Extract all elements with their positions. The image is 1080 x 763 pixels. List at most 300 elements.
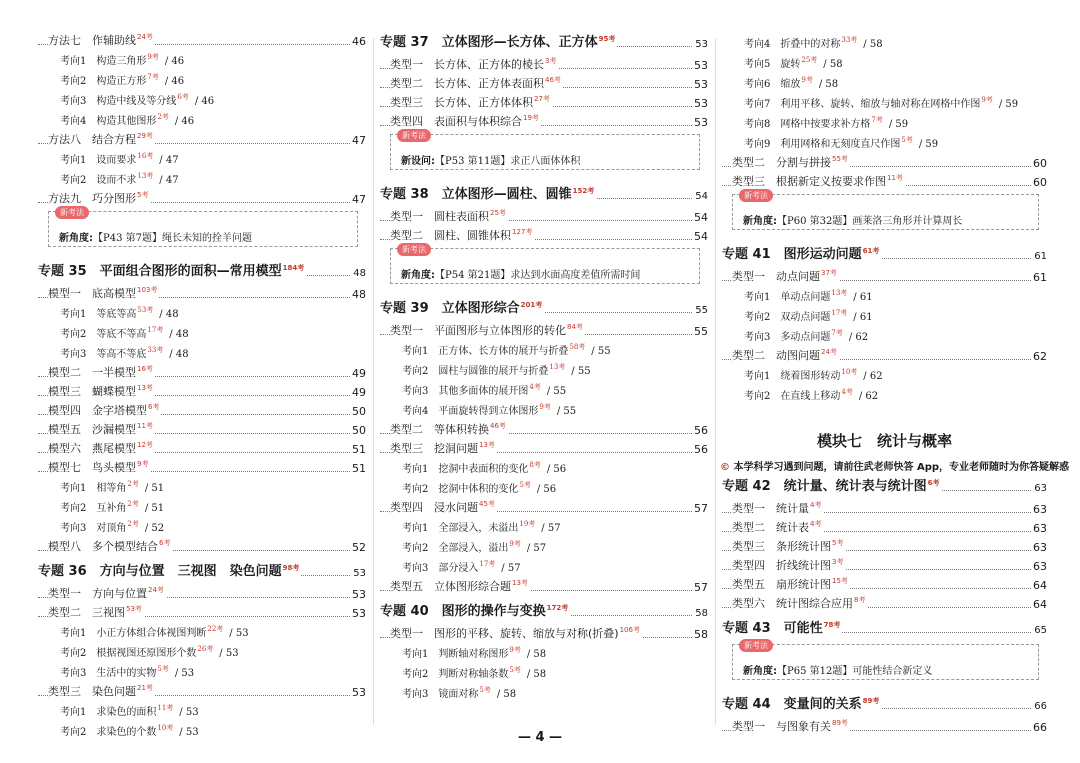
entry-title: 类型三 挖洞问题 (390, 442, 478, 455)
toc-type-entry[interactable] (722, 498, 1047, 518)
new-method-box (48, 208, 358, 247)
page-ref: 64 (1033, 598, 1047, 611)
exam-count: 6考 (927, 479, 940, 487)
toc-subentry[interactable] (38, 89, 366, 109)
page-ref: 52 (352, 541, 366, 554)
new-method-text (401, 152, 580, 167)
page-ref: / 53 (174, 668, 195, 679)
module-title: 模块七 统计与概率 (816, 432, 952, 450)
exam-count: 17考 (147, 326, 164, 334)
new-method-box (390, 245, 700, 284)
entry-title: 模型一 底高模型 (48, 287, 136, 300)
toc-type-entry[interactable] (380, 320, 708, 340)
toc-type-entry[interactable] (38, 536, 366, 556)
entry-title: 考向3 镜面对称 (402, 689, 479, 700)
exam-count: 89考 (832, 719, 848, 727)
toc-type-entry[interactable] (380, 438, 708, 458)
entry-title: 考向1 等底等高 (60, 309, 137, 320)
page-ref: 53 (352, 607, 366, 620)
page-ref: / 52 (144, 523, 165, 534)
toc-type-entry[interactable] (722, 517, 1047, 537)
page-ref: 53 (694, 97, 708, 110)
toc-subentry[interactable] (722, 325, 1047, 345)
toc-type-entry[interactable] (38, 30, 366, 50)
toc-subentry[interactable] (38, 49, 366, 69)
entry-title: 考向4 平面旋转得到立体图形 (402, 406, 539, 417)
page-ref: 64 (1033, 579, 1047, 592)
toc-type-entry[interactable] (38, 188, 366, 208)
page-ref: / 59 (918, 139, 939, 150)
toc-topic-entry[interactable] (380, 184, 708, 204)
toc-type-entry[interactable] (38, 602, 366, 622)
entry-title: 考向1 全部浸入，未溢出 (402, 523, 519, 534)
exam-count: 4考 (810, 501, 822, 509)
entry-title: 模型四 金字塔模型 (48, 404, 147, 417)
toc-subentry[interactable] (722, 305, 1047, 325)
exam-count: 9考 (147, 53, 159, 61)
exam-count: 19考 (519, 520, 536, 528)
toc-subentry[interactable] (722, 52, 1047, 72)
entry-title: 类型二 等体积转换 (390, 423, 489, 436)
toc-subentry[interactable] (722, 72, 1047, 92)
page-ref: 63 (1033, 522, 1047, 535)
page-ref: 54 (695, 191, 708, 202)
entry-title: 类型五 扇形统计图 (732, 578, 831, 591)
page-ref: / 55 (556, 406, 577, 417)
toc-topic-entry[interactable] (722, 476, 1047, 496)
toc-type-entry[interactable] (722, 345, 1047, 365)
page-ref: 50 (352, 424, 366, 437)
exam-count: 201考 (520, 301, 543, 309)
entry-title: 考向3 其他多面体的展开图 (402, 386, 529, 397)
page-ref: 63 (1034, 483, 1047, 494)
entry-title: 类型四 表面积与体积综合 (390, 115, 522, 128)
toc-subentry[interactable] (722, 112, 1047, 132)
exam-count: 7考 (871, 116, 883, 124)
toc-type-entry[interactable] (38, 400, 366, 420)
entry-title: 类型一 平面图形与立体图形的转化 (390, 324, 566, 337)
exam-count: 45考 (479, 500, 495, 508)
exam-count: 46考 (545, 76, 561, 84)
exam-count: 184考 (282, 264, 305, 272)
entry-title: 专题 40 图形的操作与变换 (380, 604, 546, 619)
page-ref: 51 (352, 462, 366, 475)
entry-title: 类型一 方向与位置 (48, 587, 147, 600)
toc-type-entry[interactable] (380, 497, 708, 517)
page-ref: 46 (352, 35, 366, 48)
toc-subentry[interactable] (722, 384, 1047, 404)
exam-count: 12考 (137, 441, 153, 449)
exam-count: 13考 (549, 363, 566, 371)
toc-subentry[interactable] (380, 379, 708, 399)
toc-subentry[interactable] (380, 477, 708, 497)
entry-title: 考向8 网格中按要求补方格 (744, 119, 871, 130)
exam-count: 13考 (831, 289, 848, 297)
toc-type-entry[interactable] (722, 555, 1047, 575)
exam-count: 2考 (127, 520, 139, 528)
exam-count: 5考 (901, 136, 913, 144)
page-ref: / 55 (571, 366, 591, 377)
page-ref: / 61 (853, 292, 873, 303)
exam-count: 2考 (127, 480, 139, 488)
exam-count: 24考 (821, 348, 837, 356)
page-ref: / 56 (536, 484, 557, 495)
exam-count: 2考 (127, 500, 139, 508)
toc-subentry[interactable] (380, 359, 708, 379)
entry-title: 考向3 部分浸入 (402, 563, 479, 574)
toc-subentry[interactable] (380, 662, 708, 682)
exam-count: 5考 (832, 539, 844, 547)
toc-type-entry[interactable] (722, 593, 1047, 613)
page-ref: / 59 (998, 99, 1019, 110)
exam-count: 5考 (509, 666, 521, 674)
exam-count: 9考 (539, 403, 551, 411)
page-ref: 61 (1033, 271, 1047, 284)
toc-subentry[interactable] (38, 661, 366, 681)
toc-topic-entry[interactable] (38, 561, 366, 581)
help-notice (720, 458, 1069, 473)
toc-type-entry[interactable] (380, 576, 708, 596)
page-ref: / 48 (159, 309, 179, 320)
exam-count: 33考 (841, 36, 858, 44)
entry-title: 专题 35 平面组合图形的面积—常用模型 (38, 264, 282, 279)
page-ref: / 58 (818, 79, 839, 90)
entry-title: 考向2 根据视图还原图形个数 (60, 648, 197, 659)
exam-count: 152考 (572, 187, 595, 195)
page-ref: / 47 (159, 155, 179, 166)
page-ref: 62 (1033, 350, 1047, 363)
exam-count: 5考 (479, 686, 491, 694)
entry-title: 方法九 巧分图形 (48, 192, 136, 205)
entry-title: 类型二 统计表 (732, 521, 809, 534)
entry-title: 类型二 分割与拼接 (732, 156, 831, 169)
toc-topic-entry[interactable] (380, 32, 708, 52)
entry-title: 考向2 互补角 (60, 503, 127, 514)
new-method-desc: 【P60 第32题】画莱洛三角形并计算周长 (777, 216, 963, 227)
exam-count: 33考 (147, 346, 164, 354)
toc-type-entry[interactable] (722, 171, 1047, 191)
entry-title: 类型三 长方体、正方体体积 (390, 96, 533, 109)
page-ref: 53 (353, 568, 366, 579)
page-ref: 47 (352, 134, 366, 147)
toc-subentry[interactable] (380, 682, 708, 702)
exam-count: 26考 (197, 645, 214, 653)
toc-subentry[interactable] (380, 516, 708, 536)
new-method-label: 新角度: (59, 233, 93, 244)
toc-topic-entry[interactable] (380, 298, 708, 318)
exam-count: 106考 (619, 626, 640, 634)
exam-count: 9考 (801, 76, 813, 84)
new-method-desc: 【P65 第12题】可能性结合新定义 (777, 666, 933, 677)
toc-subentry[interactable] (722, 364, 1047, 384)
toc-subentry[interactable] (38, 621, 366, 641)
entry-title: 模型八 多个模型结合 (48, 540, 158, 553)
toc-topic-entry[interactable] (722, 694, 1047, 714)
exam-count: 17考 (479, 560, 496, 568)
exam-count: 4考 (810, 520, 822, 528)
entry-title: 专题 43 可能性 (722, 621, 823, 636)
page-ref: / 46 (194, 96, 215, 107)
toc-subentry[interactable] (38, 168, 366, 188)
entry-title: 考向1 绕着图形转动 (744, 371, 841, 382)
entry-title: 考向1 相等角 (60, 483, 127, 494)
new-method-text (401, 266, 640, 281)
entry-title: 考向2 求染色的个数 (60, 727, 157, 738)
toc-type-entry[interactable] (380, 111, 708, 131)
exam-count: 16考 (137, 365, 153, 373)
entry-title: 专题 36 方向与位置 三视图 染色问题 (38, 564, 282, 579)
entry-title: 类型二 长方体、正方体表面积 (390, 77, 544, 90)
page-number: — 4 — (517, 730, 563, 745)
toc-type-entry[interactable] (722, 266, 1047, 286)
exam-count: 172考 (546, 604, 569, 612)
toc-subentry[interactable] (38, 476, 366, 496)
page-ref: / 62 (858, 391, 879, 402)
entry-title: 专题 44 变量间的关系 (722, 697, 862, 712)
toc-type-entry[interactable] (38, 381, 366, 401)
toc-type-entry[interactable] (38, 457, 366, 477)
entry-title: 类型三 根据新定义按要求作图 (732, 175, 886, 188)
toc-type-entry[interactable] (38, 283, 366, 303)
exam-count: 98考 (282, 564, 300, 572)
toc-subentry[interactable] (38, 516, 366, 536)
entry-title: 考向1 构造三角形 (60, 56, 147, 67)
page-ref: / 48 (169, 349, 189, 360)
entry-title: 方法八 结合方程 (48, 133, 136, 146)
entry-title: 模型三 蝴蝶模型 (48, 385, 136, 398)
new-method-label: 新角度: (743, 216, 777, 227)
exam-count: 2考 (157, 113, 169, 121)
toc-type-entry[interactable] (380, 225, 708, 245)
exam-count: 53考 (126, 605, 142, 613)
entry-title: 类型六 统计图综合应用 (732, 597, 853, 610)
exam-count: 25考 (490, 209, 506, 217)
toc-topic-entry[interactable] (722, 244, 1047, 264)
new-method-label: 新角度: (401, 270, 435, 281)
toc-subentry[interactable] (38, 641, 366, 661)
toc-type-entry[interactable] (38, 362, 366, 382)
page-ref: 55 (694, 325, 708, 338)
entry-title: 类型三 条形统计图 (732, 540, 831, 553)
page-ref: 53 (352, 588, 366, 601)
entry-title: 考向6 缩放 (744, 79, 801, 90)
toc-type-entry[interactable] (38, 583, 366, 603)
toc-type-entry[interactable] (722, 536, 1047, 556)
toc-topic-entry[interactable] (38, 261, 366, 281)
page-ref: 66 (1033, 721, 1047, 734)
new-method-box (390, 131, 700, 170)
entry-title: 类型二 动图问题 (732, 349, 820, 362)
toc-type-entry[interactable] (38, 681, 366, 701)
toc-subentry[interactable] (722, 285, 1047, 305)
entry-title: 专题 41 图形运动问题 (722, 247, 862, 262)
exam-count: 55考 (832, 155, 848, 163)
page-ref: / 53 (219, 648, 239, 659)
page-ref: / 55 (591, 346, 611, 357)
page-ref: 49 (352, 386, 366, 399)
exam-count: 16考 (137, 152, 154, 160)
toc-subentry[interactable] (38, 322, 366, 342)
toc-type-entry[interactable] (380, 623, 708, 643)
entry-title: 模型七 鸟头模型 (48, 461, 136, 474)
page-ref: 60 (1033, 176, 1047, 189)
page-ref: / 62 (848, 332, 869, 343)
new-method-tag: 新考法 (55, 206, 89, 219)
toc-topic-entry[interactable] (722, 618, 1047, 638)
toc-subentry[interactable] (38, 496, 366, 516)
page-ref: 63 (1033, 503, 1047, 516)
toc-type-entry[interactable] (38, 129, 366, 149)
toc-subentry[interactable] (38, 700, 366, 720)
page-ref: 63 (1033, 560, 1047, 573)
exam-count: 21考 (137, 684, 153, 692)
exam-count: 46考 (490, 422, 506, 430)
page-ref: / 56 (546, 464, 567, 475)
entry-title: 类型一 圆柱表面积 (390, 210, 489, 223)
exam-count: 95考 (598, 35, 616, 43)
page-ref: / 51 (144, 483, 165, 494)
page-ref: 57 (694, 581, 708, 594)
page-ref: / 58 (496, 689, 517, 700)
toc-subentry[interactable] (38, 148, 366, 168)
toc-subentry[interactable] (722, 32, 1047, 52)
toc-subentry[interactable] (722, 92, 1047, 112)
page-ref: / 53 (229, 628, 249, 639)
toc-subentry[interactable] (38, 342, 366, 362)
exam-count: 6考 (177, 93, 189, 101)
page-ref: 60 (1033, 157, 1047, 170)
exam-count: 29考 (137, 132, 153, 140)
page-ref: / 48 (169, 329, 189, 340)
exam-count: 9考 (137, 460, 149, 468)
exam-count: 19考 (523, 114, 539, 122)
page-ref: / 57 (526, 543, 547, 554)
entry-title: 考向1 正方体、长方体的展开与折叠 (402, 346, 569, 357)
exam-count: 9考 (509, 540, 521, 548)
page-ref: 47 (352, 193, 366, 206)
page-ref: / 62 (863, 371, 883, 382)
toc-topic-entry[interactable] (380, 601, 708, 621)
page-ref: 50 (352, 405, 366, 418)
entry-title: 类型五 立体图形综合题 (390, 580, 511, 593)
toc-type-entry[interactable] (380, 92, 708, 112)
exam-count: 4考 (529, 383, 541, 391)
exam-count: 11考 (157, 704, 174, 712)
exam-count: 127考 (512, 228, 533, 236)
page-ref: 58 (694, 628, 708, 641)
toc-subentry[interactable] (380, 642, 708, 662)
exam-count: 15考 (832, 577, 848, 585)
toc-subentry[interactable] (380, 339, 708, 359)
toc-subentry[interactable] (380, 556, 708, 576)
exam-count: 24考 (137, 33, 153, 41)
toc-subentry[interactable] (380, 536, 708, 556)
toc-subentry[interactable] (38, 302, 366, 322)
page-ref: 53 (694, 78, 708, 91)
exam-count: 58考 (569, 343, 586, 351)
page-ref: 54 (694, 230, 708, 243)
new-method-text (743, 212, 962, 227)
entry-title: 考向2 构造正方形 (60, 76, 147, 87)
toc-subentry[interactable] (38, 109, 366, 129)
page-ref: 49 (352, 367, 366, 380)
new-method-box (732, 641, 1039, 680)
toc-type-entry[interactable] (38, 419, 366, 439)
toc-type-entry[interactable] (722, 574, 1047, 594)
toc-subentry[interactable] (380, 399, 708, 419)
page-ref: 53 (352, 686, 366, 699)
exam-count: 7考 (831, 329, 843, 337)
page-ref: 48 (352, 288, 366, 301)
toc-type-entry[interactable] (380, 206, 708, 226)
toc-type-entry[interactable] (380, 54, 708, 74)
entry-title: 考向3 构造中线及等分线 (60, 96, 177, 107)
page-ref: / 61 (853, 312, 873, 323)
toc-type-entry[interactable] (38, 438, 366, 458)
exam-count: 13考 (512, 579, 528, 587)
exam-count: 8考 (854, 596, 866, 604)
entry-title: 专题 39 立体图形综合 (380, 301, 520, 316)
page-ref: / 58 (863, 39, 883, 50)
exam-count: 8考 (529, 461, 541, 469)
entry-title: 考向1 设而要求 (60, 155, 137, 166)
new-method-text (59, 229, 252, 244)
exam-count: 9考 (981, 96, 993, 104)
exam-count: 61考 (862, 247, 880, 255)
exam-count: 22考 (207, 625, 224, 633)
page-ref: 65 (1034, 625, 1047, 636)
page-ref: 56 (694, 424, 708, 437)
entry-title: 模型六 燕尾模型 (48, 442, 136, 455)
page-ref: 55 (695, 305, 708, 316)
page-ref: / 57 (541, 523, 561, 534)
page-ref: / 46 (174, 116, 195, 127)
page-ref: / 53 (179, 727, 199, 738)
entry-title: 考向2 全部浸入，溢出 (402, 543, 509, 554)
toc-subentry[interactable] (38, 69, 366, 89)
toc-type-entry[interactable] (722, 152, 1047, 172)
new-method-label: 新角度: (743, 666, 777, 677)
page-ref: / 53 (179, 707, 199, 718)
entry-title: 考向2 设而不求 (60, 175, 137, 186)
page-ref: / 55 (546, 386, 567, 397)
exam-count: 6考 (148, 403, 160, 411)
exam-count: 11考 (887, 174, 903, 182)
entry-title: 考向5 旋转 (744, 59, 801, 70)
entry-title: 考向1 小正方体组合体视图判断 (60, 628, 207, 639)
toc-type-entry[interactable] (380, 73, 708, 93)
page-ref: / 58 (823, 59, 843, 70)
exam-count: 89考 (862, 697, 880, 705)
exam-count: 11考 (137, 422, 153, 430)
toc-type-entry[interactable] (380, 419, 708, 439)
entry-title: 考向2 双动点问题 (744, 312, 831, 323)
toc-subentry[interactable] (722, 132, 1047, 152)
entry-title: 考向2 判断对称轴条数 (402, 669, 509, 680)
exam-count: 3考 (832, 558, 844, 566)
entry-title: 类型一 图形的平移、旋转、缩放与对称(折叠) (390, 627, 619, 640)
new-method-desc: 【P53 第11题】求正八面体体积 (435, 156, 581, 167)
new-method-tag: 新考法 (739, 189, 773, 202)
page-ref: / 51 (144, 503, 165, 514)
entry-title: 考向1 挖洞中表面积的变化 (402, 464, 529, 475)
entry-title: 类型四 浸水问题 (390, 501, 478, 514)
entry-title: 考向3 对顶角 (60, 523, 127, 534)
page-ref: / 46 (164, 76, 185, 87)
exam-count: 9考 (509, 646, 521, 654)
entry-title: 方法七 作辅助线 (48, 34, 136, 47)
toc-subentry[interactable] (380, 457, 708, 477)
